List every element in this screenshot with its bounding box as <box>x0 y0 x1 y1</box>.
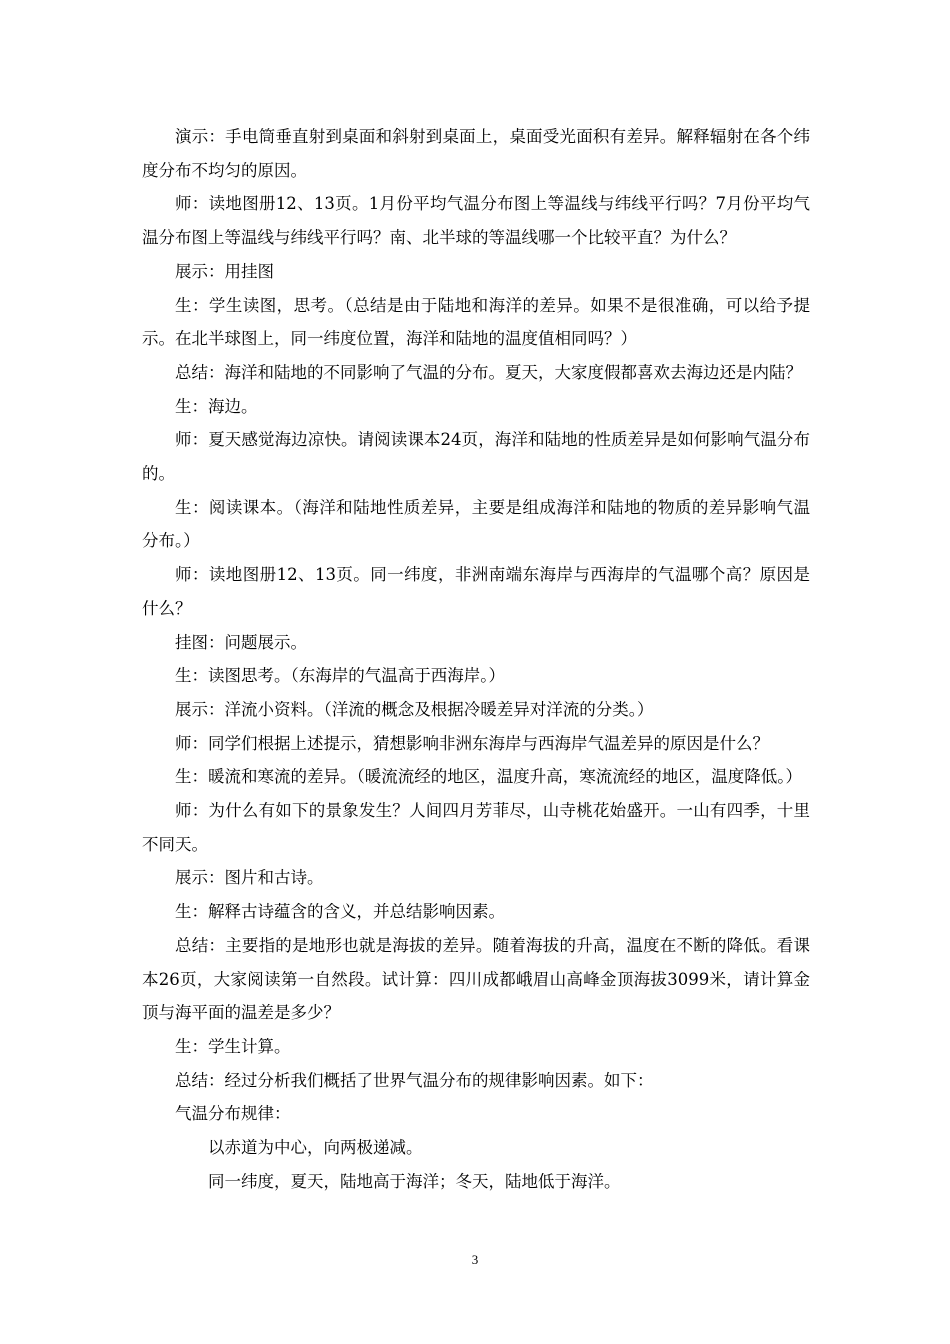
paragraph-teacher-poem: 师：为什么有如下的景象发生？人间四月芳菲尽，山寺桃花始盛开。一山有四季，十里不同天。 <box>142 801 810 854</box>
paragraph-teacher-isotherm: 师：读地图册12、13页。1月份平均气温分布图上等温线与纬线平行吗？7月份平均气温分布图上等温线与纬线平行吗？南、北半球的等温线哪一个比较平直？为什么？ <box>142 194 810 248</box>
paragraph-student-seaside: 生：海边。 <box>175 396 258 416</box>
paragraph-temperature-law-heading: 气温分布规律： <box>175 1104 291 1124</box>
paragraph-summary-land-sea: 总结：海洋和陆地的不同影响了气温的分布。夏天，大家度假都喜欢去海边还是内陆？ <box>175 362 802 382</box>
paragraph-student-calculate: 生：学生计算。 <box>175 1036 291 1056</box>
paragraph-law-equator: 以赤道为中心，向两极递减。 <box>208 1138 423 1158</box>
paragraph-teacher-guess-reason: 师：同学们根据上述提示，猜想影响非洲东海岸与西海岸气温差异的原因是什么？ <box>175 733 769 753</box>
paragraph-show-ocean-current: 展示：洋流小资料。（洋流的概念及根据冷暖差异对洋流的分类。） <box>175 699 654 719</box>
paragraph-law-same-latitude: 同一纬度，夏天，陆地高于海洋；冬天，陆地低于海洋。 <box>208 1171 621 1191</box>
paragraph-teacher-africa-coast: 师：读地图册12、13页。同一纬度，非洲南端东海岸与西海岸的气温哪个高？原因是什么？ <box>142 565 810 618</box>
paragraph-show-wallchart: 展示：用挂图 <box>175 261 274 281</box>
paragraph-teacher-textbook-24: 师：夏天感觉海边凉快。请阅读课本24页，海洋和陆地的性质差异是如何影响气温分布的。 <box>142 430 810 484</box>
page-number: 3 <box>471 1252 479 1267</box>
paragraph-show-picture-poem: 展示：图片和古诗。 <box>175 868 324 888</box>
paragraph-demo-flashlight: 演示：手电筒垂直射到桌面和斜射到桌面上，桌面受光面积有差异。解释辐射在各个纬度分布不均匀的原因。 <box>142 127 810 180</box>
paragraph-student-read-textbook: 生：阅读课本。（海洋和陆地性质差异，主要是组成海洋和陆地的物质的差异影响气温分布。） <box>142 497 810 551</box>
paragraph-summary-factors: 总结：经过分析我们概括了世界气温分布的规律影响因素。如下： <box>175 1070 654 1090</box>
document-body <box>142 120 810 1199</box>
paragraph-student-read-map: 生：学生读图，思考。（总结是由于陆地和海洋的差异。如果不是很准确，可以给予提示。在北半球图上，同一纬度位置，海洋和陆地的温度值相同吗？） <box>142 295 810 349</box>
paragraph-student-explain-poem: 生：解释古诗蕴含的含义，并总结影响因素。 <box>175 902 505 922</box>
paragraph-student-east-coast: 生：读图思考。（东海岸的气温高于西海岸。） <box>175 666 505 686</box>
paragraph-student-warm-cold-current: 生：暖流和寒流的差异。（暖流流经的地区，温度升高，寒流流经的地区，温度降低。） <box>175 767 802 787</box>
paragraph-summary-altitude: 总结：主要指的是地形也就是海拔的差异。随着海拔的升高，温度在不断的降低。看课本26页，大家阅读第一自然段。试计算：四川成都峨眉山高峰金顶海拔3099米，请计算金顶与海平面的温差是多少？ <box>142 935 810 1023</box>
paragraph-wallchart-question: 挂图：问题展示。 <box>175 632 307 652</box>
